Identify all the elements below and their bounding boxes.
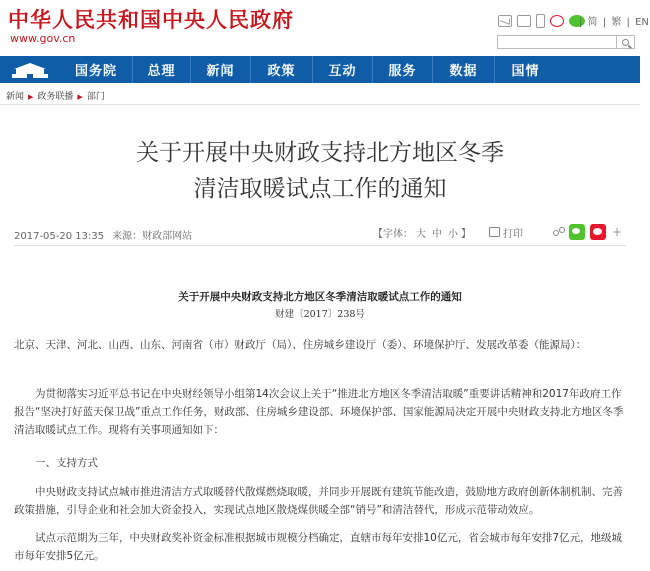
search-button[interactable] xyxy=(617,35,635,49)
nav-item-interaction[interactable]: 互动 xyxy=(312,56,372,83)
lang-traditional-link[interactable]: 繁 xyxy=(611,17,622,28)
top-icon-bar xyxy=(498,12,585,30)
more-share-button[interactable]: + xyxy=(612,225,623,239)
document-number: 财建〔2017〕238号 xyxy=(275,309,365,320)
section-heading: 一、支持方式 xyxy=(35,457,98,469)
breadcrumb-gov-broadcast[interactable]: 政务联播 xyxy=(37,92,74,102)
tiananmen-icon xyxy=(10,61,50,79)
article-source: 来源：财政部网站 xyxy=(112,231,193,242)
share-icon[interactable] xyxy=(553,227,563,237)
headline-line-1: 关于开展中央财政支持北方地区冬季 xyxy=(136,140,504,166)
main-nav xyxy=(0,56,640,83)
nav-item-data[interactable]: 数据 xyxy=(432,56,494,83)
separator: | xyxy=(579,17,583,28)
separator: | xyxy=(626,17,630,28)
breadcrumb-arrow-icon: ▶ xyxy=(77,93,83,101)
language-links xyxy=(578,13,650,28)
weibo-share-icon[interactable] xyxy=(590,224,606,240)
site-header xyxy=(0,0,649,56)
body-paragraph: 中央财政支持试点城市推进清洁方式取暖替代散煤燃烧取暖，并同步开展既有建筑节能改造，鼓励地方政府创新体制机制、完善政策措施，引导企业和社会加大资金投入，实现试点地区散烧煤供暖全部“销号”和清洁替代，形成示范带动效应。 xyxy=(14,486,623,516)
publish-date: 2017-05-20 13:35 xyxy=(14,231,105,242)
article-meta xyxy=(14,227,192,242)
nav-item-premier[interactable]: 总理 xyxy=(132,56,190,83)
font-medium-button[interactable]: 中 xyxy=(432,228,442,240)
computer-icon[interactable] xyxy=(517,15,531,27)
lang-simplified-link[interactable]: 简 xyxy=(587,17,598,28)
weibo-icon[interactable] xyxy=(550,15,564,27)
search-input[interactable] xyxy=(497,35,617,49)
divider xyxy=(14,245,626,246)
search-icon xyxy=(622,39,629,46)
nav-item-policy[interactable]: 政策 xyxy=(250,56,312,83)
intro-paragraph: 为贯彻落实习近平总书记在中央财经领导小组第14次会议上关于“推进北方地区冬季清洁取暖”重要讲话精神和2017年政府工作报告“坚决打好蓝天保卫战”重点工作任务，财政部、住房城乡建设部、环境保护部、国家能源局决定开展中央财政支持北方地区冬季清洁取暖试点工作。现将有关事项通知如下： xyxy=(14,388,624,436)
headline-line-2: 清洁取暖试点工作的通知 xyxy=(193,176,447,202)
mobile-icon[interactable] xyxy=(536,14,545,28)
document-title: 关于开展中央财政支持北方地区冬季清洁取暖试点工作的通知 xyxy=(178,291,462,303)
nav-item-services[interactable]: 服务 xyxy=(372,56,432,83)
nav-item-state-council[interactable]: 国务院 xyxy=(74,64,117,79)
recipients-paragraph: 北京、天津、河北、山西、山东、河南省（市）财政厅（局）、住房城乡建设厅（委）、环境保护厅、发展改革委（能源局）： xyxy=(14,339,587,351)
site-url[interactable]: www.gov.cn xyxy=(10,32,76,45)
nav-item-national-info[interactable]: 国情 xyxy=(494,56,556,83)
breadcrumb-arrow-icon: ▶ xyxy=(28,93,34,101)
home-link[interactable] xyxy=(0,56,60,83)
site-title[interactable]: 中华人民共和国中央人民政府 xyxy=(8,7,294,32)
article-headline xyxy=(0,135,640,207)
nav-item-news[interactable]: 新闻 xyxy=(190,56,250,83)
mail-icon[interactable] xyxy=(498,15,512,27)
print-icon[interactable] xyxy=(489,227,500,237)
divider xyxy=(0,104,640,105)
font-small-button[interactable]: 小 xyxy=(448,228,458,240)
print-button[interactable]: 打印 xyxy=(503,228,523,240)
article-tools xyxy=(373,223,622,241)
font-large-button[interactable]: 大 xyxy=(416,228,426,240)
breadcrumb-news[interactable]: 新闻 xyxy=(6,92,25,102)
breadcrumb xyxy=(6,89,105,102)
body-paragraph: 试点示范期为三年，中央财政奖补资金标准根据城市规模分档确定，直辖市每年安排10亿元，省会城市每年安排7亿元，地级城市每年安排5亿元。 xyxy=(14,532,623,562)
lang-english-link[interactable]: EN xyxy=(635,17,649,28)
breadcrumb-departments[interactable]: 部门 xyxy=(86,92,105,102)
font-size-label: 【字体： xyxy=(373,228,413,240)
font-size-close: 】 xyxy=(461,228,471,240)
weixin-share-icon[interactable] xyxy=(569,224,585,240)
separator: | xyxy=(602,17,607,28)
